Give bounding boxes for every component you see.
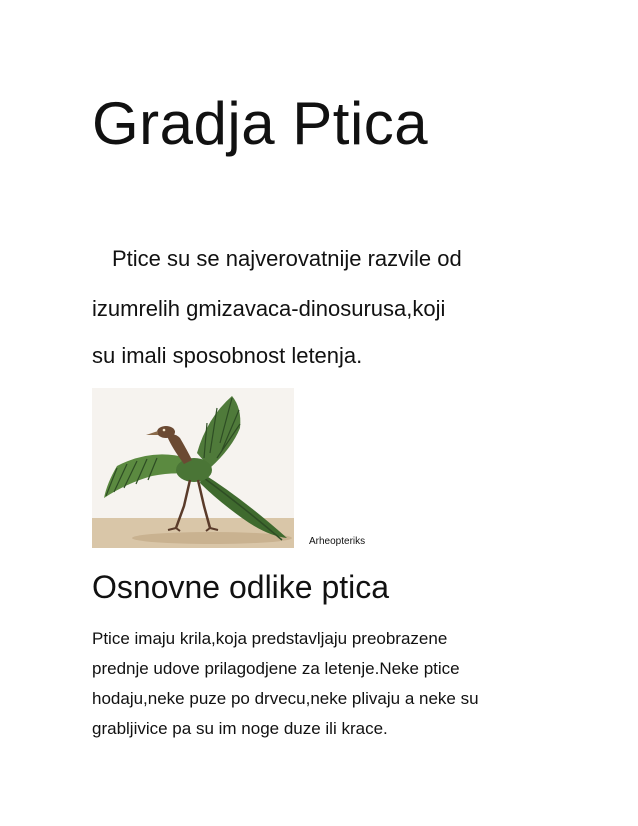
page-title: Gradja Ptica: [92, 90, 429, 157]
body: [176, 458, 212, 482]
archaeopteryx-image: [92, 388, 294, 548]
intro-paragraph: [92, 234, 562, 378]
section-heading: Osnovne odlike ptica: [92, 569, 390, 605]
section-line: Ptice imaju krila,koja predstavljaju preobrazene: [92, 629, 448, 648]
section-line: prednje udove prilagodjene za letenje.Neke ptice: [92, 659, 460, 678]
beak: [146, 431, 158, 435]
head: [157, 426, 175, 438]
section-line: grabljivice pa su im noge duze ili krace.: [92, 719, 388, 738]
intro-line: su imali sposobnost letenja.: [92, 343, 363, 368]
image-caption: Arheopteriks: [309, 536, 366, 547]
archaeopteryx-illustration: [92, 388, 294, 548]
intro-line: izumrelih gmizavaca-dinosurusa,koji: [92, 296, 446, 321]
section-line: hodaju,neke puze po drvecu,neke plivaju a neke su: [92, 689, 479, 708]
left-wing: [104, 454, 190, 498]
eye: [163, 429, 166, 432]
section-paragraph: [92, 624, 562, 744]
ground-shadow: [132, 532, 292, 544]
intro-line: Ptice su se najverovatnije razvile od: [112, 246, 462, 271]
